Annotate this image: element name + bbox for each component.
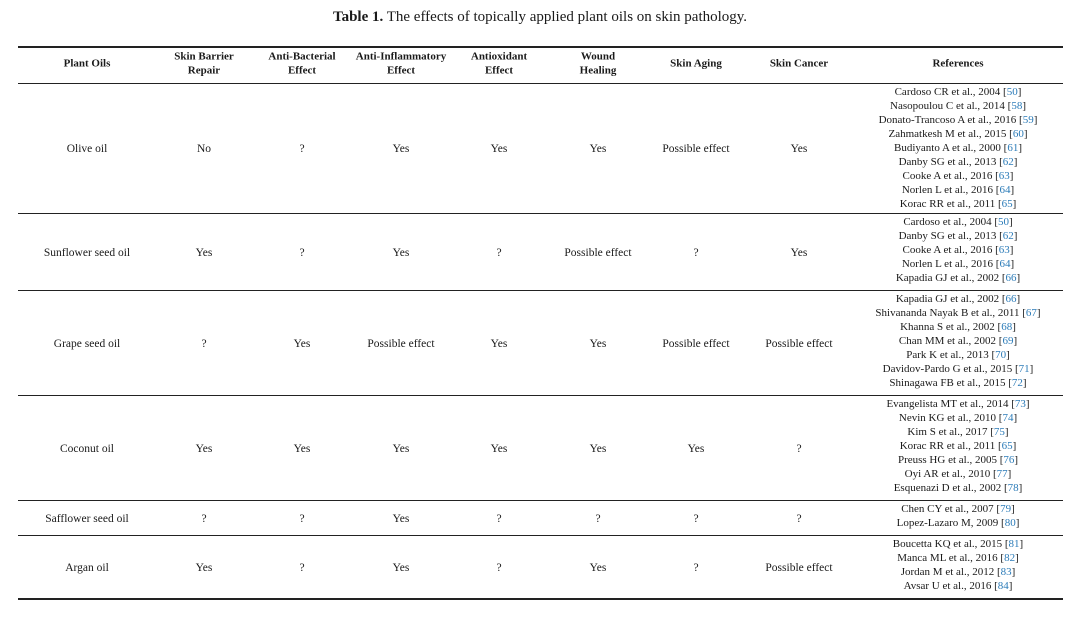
effect-cell: Yes — [687, 442, 705, 455]
citation-link[interactable]: 65 — [1001, 440, 1013, 452]
reference-entry: Jordan M et al., 2012 [83] — [900, 566, 1016, 578]
reference-entry: Manca ML et al., 2016 [82] — [897, 552, 1019, 564]
effect-cell: ? — [496, 246, 502, 259]
table-caption — [0, 9, 1080, 26]
effect-cell: Possible effect — [765, 337, 833, 350]
citation-link[interactable]: 72 — [1011, 377, 1023, 389]
effect-cell: Yes — [392, 561, 410, 574]
effect-cell: ? — [693, 512, 699, 525]
column-header: Anti-Inflammatory Effect — [355, 50, 447, 76]
references-cell — [879, 85, 1038, 211]
citation-link[interactable]: 62 — [1002, 156, 1014, 168]
references-cell — [886, 397, 1029, 495]
effect-cell: Possible effect — [564, 246, 632, 259]
effect-cell: ? — [201, 337, 207, 350]
reference-entry: Nasopoulou C et al., 2014 [58] — [890, 100, 1026, 112]
row-divider — [18, 395, 1063, 396]
caption-label: Table 1. — [332, 9, 384, 25]
citation-link[interactable]: 63 — [998, 244, 1010, 256]
reference-entry: Park K et al., 2013 [70] — [906, 349, 1010, 361]
reference-entry: Avsar U et al., 2016 [84] — [903, 580, 1013, 592]
reference-entry: Davidov-Pardo G et al., 2015 [71] — [882, 363, 1034, 375]
citation-link[interactable]: 78 — [1007, 482, 1019, 494]
effect-cell: Yes — [392, 442, 410, 455]
effect-cell: ? — [299, 512, 305, 525]
effect-cell: Yes — [589, 561, 607, 574]
column-header: Antioxidant Effect — [470, 50, 528, 76]
citation-link[interactable]: 59 — [1022, 114, 1034, 126]
citation-link[interactable]: 79 — [1000, 503, 1012, 515]
citation-link[interactable]: 67 — [1025, 307, 1037, 319]
effect-cell: Yes — [293, 442, 311, 455]
reference-entry: Shivananda Nayak B et al., 2011 [67] — [875, 307, 1041, 319]
column-header: Skin Aging — [670, 57, 722, 70]
effect-cell: ? — [496, 561, 502, 574]
effect-cell: Yes — [195, 246, 213, 259]
citation-link[interactable]: 80 — [1004, 517, 1016, 529]
reference-entry: Danby SG et al., 2013 [62] — [898, 156, 1018, 168]
effect-cell: Possible effect — [662, 143, 730, 155]
citation-link[interactable]: 73 — [1014, 398, 1026, 410]
reference-entry: Esquenazi D et al., 2002 [78] — [893, 482, 1023, 494]
citation-link[interactable]: 64 — [999, 184, 1011, 196]
effect-cell: ? — [796, 512, 802, 525]
citation-link[interactable]: 71 — [1018, 363, 1030, 375]
top-rule — [18, 46, 1063, 48]
reference-entry: Chan MM et al., 2002 [69] — [898, 335, 1018, 347]
effect-cell: ? — [299, 246, 305, 259]
reference-entry: Cardoso CR et al., 2004 [50] — [894, 86, 1022, 98]
column-header: Skin Cancer — [769, 57, 829, 70]
reference-entry: Cooke A et al., 2016 [63] — [902, 244, 1014, 256]
effect-cell: ? — [299, 561, 305, 574]
citation-link[interactable]: 82 — [1004, 552, 1016, 564]
reference-entry: Kapadia GJ et al., 2002 [66] — [895, 272, 1021, 284]
reference-entry: Cooke A et al., 2016 [63] — [902, 170, 1014, 182]
effect-cell: Possible effect — [367, 337, 435, 350]
references-cell — [897, 502, 1020, 530]
citation-link[interactable]: 75 — [993, 426, 1005, 438]
citation-link[interactable]: 77 — [996, 468, 1008, 480]
effect-cell: Yes — [293, 337, 311, 350]
column-header: Skin Barrier Repair — [174, 50, 234, 76]
reference-entry: Lopez-Lazaro M, 2009 [80] — [896, 517, 1020, 529]
reference-entry: Norlen L et al., 2016 [64] — [901, 184, 1015, 196]
reference-entry: Oyi AR et al., 2010 [77] — [904, 468, 1012, 480]
reference-entry: Kapadia GJ et al., 2002 [66] — [895, 293, 1021, 305]
effect-cell: Yes — [392, 246, 410, 259]
citation-link[interactable]: 74 — [1002, 412, 1014, 424]
column-header: References — [932, 57, 984, 70]
effect-cell: Yes — [589, 442, 607, 455]
citation-link[interactable]: 64 — [999, 258, 1011, 270]
citation-link[interactable]: 61 — [1007, 142, 1019, 154]
plant-oil-name: Safflower seed oil — [45, 512, 129, 525]
row-divider — [18, 535, 1063, 536]
reference-entry: Donato-Trancoso A et al., 2016 [59] — [878, 114, 1038, 126]
citation-link[interactable]: 65 — [1001, 198, 1013, 210]
reference-entry: Shinagawa FB et al., 2015 [72] — [889, 377, 1027, 389]
references-cell — [893, 537, 1023, 593]
column-header: Anti-Bacterial Effect — [268, 50, 336, 76]
reference-entry: Norlen L et al., 2016 [64] — [901, 258, 1015, 270]
plant-oil-name: Grape seed oil — [53, 337, 121, 350]
effect-cell: Yes — [790, 143, 808, 155]
citation-link[interactable]: 62 — [1002, 230, 1014, 242]
reference-entry: Cardoso et al., 2004 [50] — [903, 216, 1013, 228]
references-cell — [875, 292, 1040, 390]
citation-link[interactable]: 68 — [1001, 321, 1013, 333]
effect-cell: Yes — [392, 512, 410, 525]
bottom-rule — [18, 598, 1063, 600]
effect-cell: Yes — [589, 143, 607, 155]
reference-entry: Danby SG et al., 2013 [62] — [898, 230, 1018, 242]
plant-oil-name: Sunflower seed oil — [43, 246, 131, 259]
effect-cell: ? — [496, 512, 502, 525]
plant-oil-name: Olive oil — [66, 143, 108, 155]
header-rule — [18, 83, 1063, 84]
row-divider — [18, 213, 1063, 214]
effect-cell: Yes — [790, 246, 808, 259]
column-header: Plant Oils — [63, 57, 111, 70]
plant-oil-name: Argan oil — [65, 561, 109, 574]
reference-entry: Khanna S et al., 2002 [68] — [900, 321, 1016, 333]
reference-entry: Budiyanto A et al., 2000 [61] — [893, 142, 1023, 154]
effect-cell: Yes — [589, 337, 607, 350]
effect-cell: Yes — [490, 143, 508, 155]
effect-cell: ? — [201, 512, 207, 525]
citation-link[interactable]: 58 — [1011, 100, 1023, 112]
column-header: Wound Healing — [579, 50, 617, 76]
reference-entry: Korac RR et al., 2011 [65] — [899, 440, 1017, 452]
caption-text: The effects of topically applied plant oils on skin pathology. — [383, 9, 748, 25]
citation-link[interactable]: 50 — [998, 216, 1010, 228]
citation-link[interactable]: 76 — [1003, 454, 1015, 466]
effect-cell: Yes — [490, 337, 508, 350]
plant-oil-name: Coconut oil — [60, 442, 114, 455]
effect-cell: Yes — [490, 442, 508, 455]
row-divider — [18, 290, 1063, 291]
reference-entry: Kim S et al., 2017 [75] — [907, 426, 1009, 438]
row-divider — [18, 500, 1063, 501]
effect-cell: Yes — [392, 143, 410, 155]
effect-cell: Possible effect — [662, 337, 730, 350]
reference-entry: Korac RR et al., 2011 [65] — [899, 198, 1017, 210]
citation-link[interactable]: 66 — [1005, 272, 1017, 284]
references-cell — [896, 215, 1020, 285]
citation-link[interactable]: 63 — [998, 170, 1010, 182]
effect-cell: Possible effect — [765, 561, 833, 574]
effect-cell: Yes — [195, 561, 213, 574]
reference-entry: Nevin KG et al., 2010 [74] — [898, 412, 1018, 424]
effect-cell: ? — [693, 246, 699, 259]
reference-entry: Chen CY et al., 2007 [79] — [901, 503, 1015, 515]
effect-cell: No — [196, 143, 212, 155]
reference-entry: Zahmatkesh M et al., 2015 [60] — [888, 128, 1028, 140]
effect-cell: Yes — [195, 442, 213, 455]
effect-cell: ? — [595, 512, 601, 525]
reference-entry: Preuss HG et al., 2005 [76] — [897, 454, 1019, 466]
citation-link[interactable]: 70 — [995, 349, 1007, 361]
citation-link[interactable]: 50 — [1006, 86, 1018, 98]
effect-cell: ? — [693, 561, 699, 574]
citation-link[interactable]: 81 — [1008, 538, 1020, 550]
reference-entry: Evangelista MT et al., 2014 [73] — [886, 398, 1030, 410]
reference-entry: Boucetta KQ et al., 2015 [81] — [892, 538, 1024, 550]
citation-link[interactable]: 66 — [1005, 293, 1017, 305]
effect-cell: ? — [299, 143, 305, 155]
citation-link[interactable]: 60 — [1012, 128, 1024, 140]
citation-link[interactable]: 84 — [997, 580, 1009, 592]
effect-cell: ? — [796, 442, 802, 455]
citation-link[interactable]: 69 — [1002, 335, 1014, 347]
citation-link[interactable]: 83 — [1000, 566, 1012, 578]
